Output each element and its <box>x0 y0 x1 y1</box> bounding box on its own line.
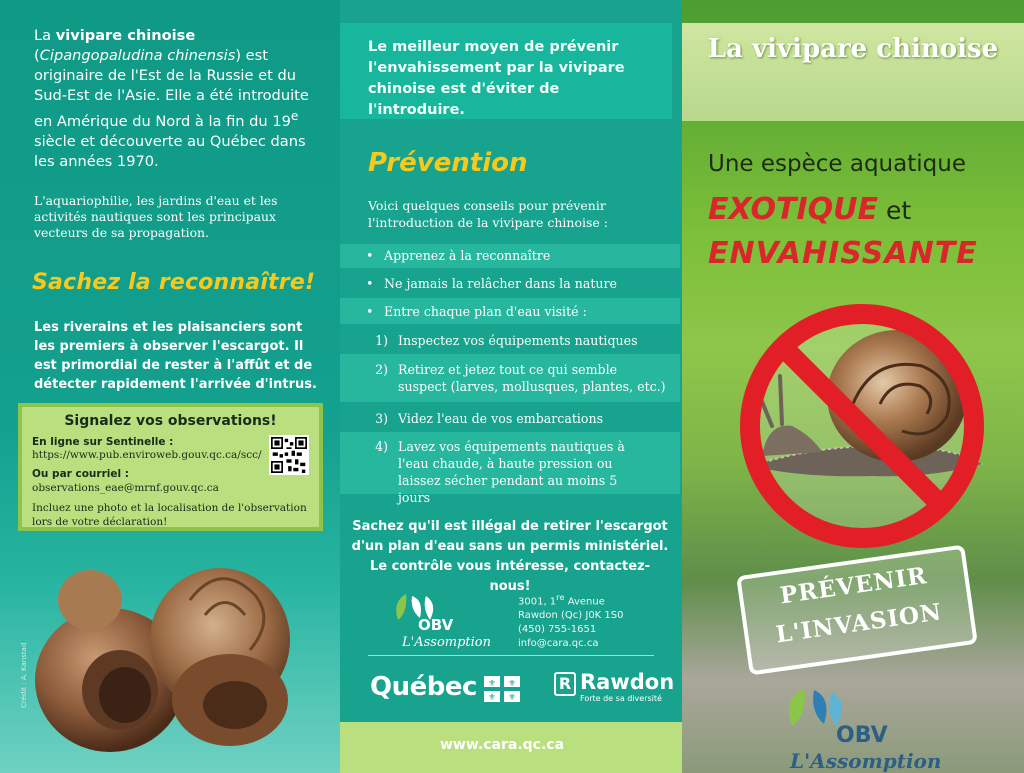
vectors-paragraph: L'aquariophilie, les jardins d'eau et les activités nautiques sont les principaux vecteurs de sa propagation. <box>34 193 278 240</box>
address-phone[interactable]: (450) 755-1651 <box>518 624 597 636</box>
obv-cover-logo <box>752 682 952 773</box>
rawdon-logo <box>554 670 674 703</box>
snail-shells-photo <box>30 540 310 760</box>
step-item: 4) Lavez vos équipements nautiques à l'eau chaude, à haute pression ou laissez sécher pendant au moins 5 jours <box>340 432 680 494</box>
bullet-item: • Ne jamais la relâcher dans la nature <box>366 276 617 291</box>
obv-cover-logo-text: OBV <box>836 723 888 748</box>
qr-code-icon[interactable] <box>269 435 309 475</box>
middle-panel <box>340 0 682 773</box>
quebec-flag-icon <box>484 676 520 702</box>
stamp-line-1: PRÉVENIR <box>778 562 929 610</box>
svg-text:⚜: ⚜ <box>507 679 517 689</box>
prevent-invasion-stamp <box>736 544 978 675</box>
prevention-title: Prévention <box>368 148 528 178</box>
step-item: 1) Inspectez vos équipements nautiques <box>375 333 638 348</box>
website-link[interactable]: www.cara.qc.ca <box>440 737 565 753</box>
address-block <box>518 590 624 651</box>
recognize-title: Sachez la reconnaître! <box>32 270 316 295</box>
email-link[interactable]: observations_eae@mrnf.gouv.qc.ca <box>32 482 219 494</box>
bullet-item: • Apprenez à la reconnaître <box>340 244 680 268</box>
species-name: vivipare chinoise <box>55 27 196 44</box>
svg-text:⚜: ⚜ <box>487 693 497 702</box>
photo-credit: Crédit : A. Kanstad <box>20 642 28 708</box>
quebec-logo-text: Québec <box>370 672 477 702</box>
no-snail-ban-icon <box>732 296 992 556</box>
et-label: et <box>886 196 912 225</box>
online-label: En ligne sur Sentinelle : <box>32 436 174 448</box>
bullet-item: • Entre chaque plan d'eau visité : <box>340 298 680 324</box>
prevention-intro: Voici quelques conseils pour prévenir l'introduction de la vivipare chinoise : <box>368 198 608 230</box>
latin-name: Cipangopaludina chinensis <box>39 47 236 64</box>
obv-cover-logo-subtext: L'Assomption <box>790 749 942 773</box>
invasive-label: ENVAHISSANTE <box>708 236 978 271</box>
address-street: 3001, 1re Avenue <box>518 592 605 608</box>
obv-logo-text: OBV <box>418 616 454 634</box>
address-email[interactable]: info@cara.qc.ca <box>518 638 599 650</box>
step-item: 3) Videz l'eau de vos embarcations <box>375 411 604 426</box>
right-panel <box>682 0 1024 773</box>
email-line: Ou par courriel : observations_eae@mrnf.gouv.qc.ca <box>32 468 219 494</box>
online-url-link[interactable]: https://www.pub.enviroweb.gouv.qc.ca/scc/ <box>32 449 262 461</box>
prevention-highlight-text: Le meilleur moyen de prévenir l'envahissement par la vivipare chinoise est d'éviter de l'introduire. <box>368 39 625 118</box>
stamp-line-2: L'INVASION <box>774 598 944 649</box>
recognize-text: Les riverains et les plaisanciers sont les premiers à observer l'escargot. Il est primordial de rester à l'affût et de détecter rapidement l'arrivée d'intrus. <box>34 320 317 392</box>
obv-logo-subtext: L'Assomption <box>402 635 491 650</box>
cover-subtitle: Une espèce aquatique <box>708 151 966 177</box>
step-item: 2) Retirez et jetez tout ce qui semble suspect (larves, mollusques, plantes, etc.) <box>340 354 680 402</box>
address-city: Rawdon (Qc) J0K 1S0 <box>518 610 624 622</box>
intro-paragraph: La vivipare chinoise (Cipangopaludina chinensis) est originaire de l'Est de la Russie et du Sud-Est de l'Asie. Elle a été introduite en Amérique du Nord à la fin du 19e siècle et découverte au Québec dans les années 1970. <box>34 27 309 170</box>
exotic-label: EXOTIQUE <box>708 192 879 227</box>
divider <box>368 655 654 656</box>
obv-logo <box>384 590 514 650</box>
rawdon-r-icon: R <box>554 672 576 696</box>
legal-notice: Sachez qu'il est illégal de retirer l'escargot d'un plan d'eau sans un permis ministériel. Le contrôle vous intéresse, contactez-nous! <box>351 519 669 594</box>
rawdon-logo-text: Rawdon <box>580 670 675 694</box>
report-box <box>18 403 323 531</box>
rawdon-tagline: Forte de sa diversité <box>580 694 662 703</box>
cover-title: La vivipare chinoise <box>707 34 999 64</box>
svg-text:⚜: ⚜ <box>507 693 517 702</box>
svg-text:⚜: ⚜ <box>487 679 497 689</box>
report-note: Incluez une photo et la localisation de l'observation lors de votre déclaration! <box>32 502 307 528</box>
prevention-highlight-box <box>340 23 672 119</box>
left-panel <box>0 0 340 773</box>
report-title: Signalez vos observations! <box>64 413 277 429</box>
